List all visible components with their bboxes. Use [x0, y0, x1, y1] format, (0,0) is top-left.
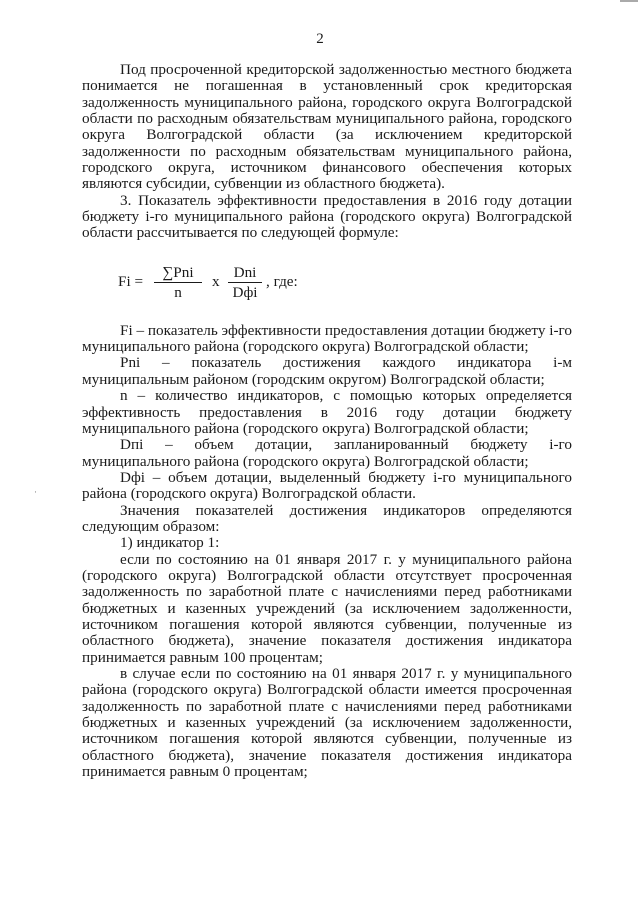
- fraction-numerator: ∑Pni: [162, 263, 194, 281]
- definition-fi: Fi – показатель эффективности предоставления дотации бюджету i-го муниципального района (городского округа) Волгоградской области;: [82, 321, 572, 356]
- definition-n: n – количество индикаторов, с помощью которых определяется эффективность предоставления в 2016 году дотации бюджету муниципального района (городского округа) Волгоградской области;: [82, 387, 572, 437]
- paragraph-overdue-debt: Под просроченной кредиторской задолженностью местного бюджета понимается не погашенная в установленный срок кредиторская задолженность муниципального района, городского округа Волгоградской области по расходным обязательствам муниципального района, городского округа Волгоградской области (за исключением кредиторской задолженности по расходным обязательствам муниципального района, городского округа, источником финансового обеспечения которых являются субсидии, субвенции из областного бюджета).: [82, 61, 572, 193]
- indicator-1-case-0: в случае если по состоянию на 01 января 2017 г. у муниципального района (городского округа) Волгоградской области имеется просроченная задолженность по заработной плате с начислениями перед работниками бюджетных и казенных учреждений (за исключением задолженности, источником погашения которой являются субвенции, полученные из областного бюджета), значение показателя достижения индикатора принимается равным 0 процентам;: [82, 665, 572, 781]
- document-body: [82, 62, 572, 780]
- definition-dfi: Dфi – объем дотации, выделенный бюджету i-го муниципального района (городского округа) Волгоградской области.: [82, 468, 572, 503]
- formula-lhs: Fi =: [118, 272, 144, 290]
- definition-dpi: Dпi – объем дотации, запланированный бюджету i-го муниципального района (городского округа) Волгоградской области;: [82, 436, 572, 470]
- fraction-dp-over-df: [228, 265, 262, 302]
- fraction-sum-over-n: [154, 265, 202, 302]
- paragraph-indicator-formula-intro: 3. Показатель эффективности предоставления в 2016 году дотации бюджету i-го муниципального района (городского округа) Волгоградской области рассчитывается по следующей формуле:: [82, 191, 572, 242]
- multiply-sign: x: [212, 272, 220, 290]
- formula-tail: , где:: [266, 272, 298, 290]
- paragraph-values-intro: Значения показателей достижения индикаторов определяются следующим образом:: [82, 501, 572, 535]
- fraction-denominator: Dфi: [228, 282, 262, 301]
- fraction-denominator: n: [154, 282, 202, 301]
- page-number: 2: [316, 31, 324, 47]
- efficiency-formula: [82, 251, 572, 317]
- margin-mark: ·: [34, 487, 37, 497]
- definition-pni: Pni – показатель достижения каждого индикатора i-м муниципальным районом (городским округом) Волгоградской области;: [82, 354, 572, 388]
- indicator-1-heading: 1) индикатор 1:: [120, 534, 220, 552]
- fraction-numerator: Dni: [233, 263, 257, 281]
- indicator-1-case-100: если по состоянию на 01 января 2017 г. у муниципального района (городского округа) Волгоградской области отсутствует просроченная задолженность по заработной плате с начислениями перед работниками бюджетных и казенных учреждений (за исключением задолженности, источником погашения которой являются субвенции, полученные из областного бюджета), значение показателя достижения индикатора принимается равным 100 процентам;: [82, 550, 572, 666]
- scan-edge-mark: [620, 0, 638, 2]
